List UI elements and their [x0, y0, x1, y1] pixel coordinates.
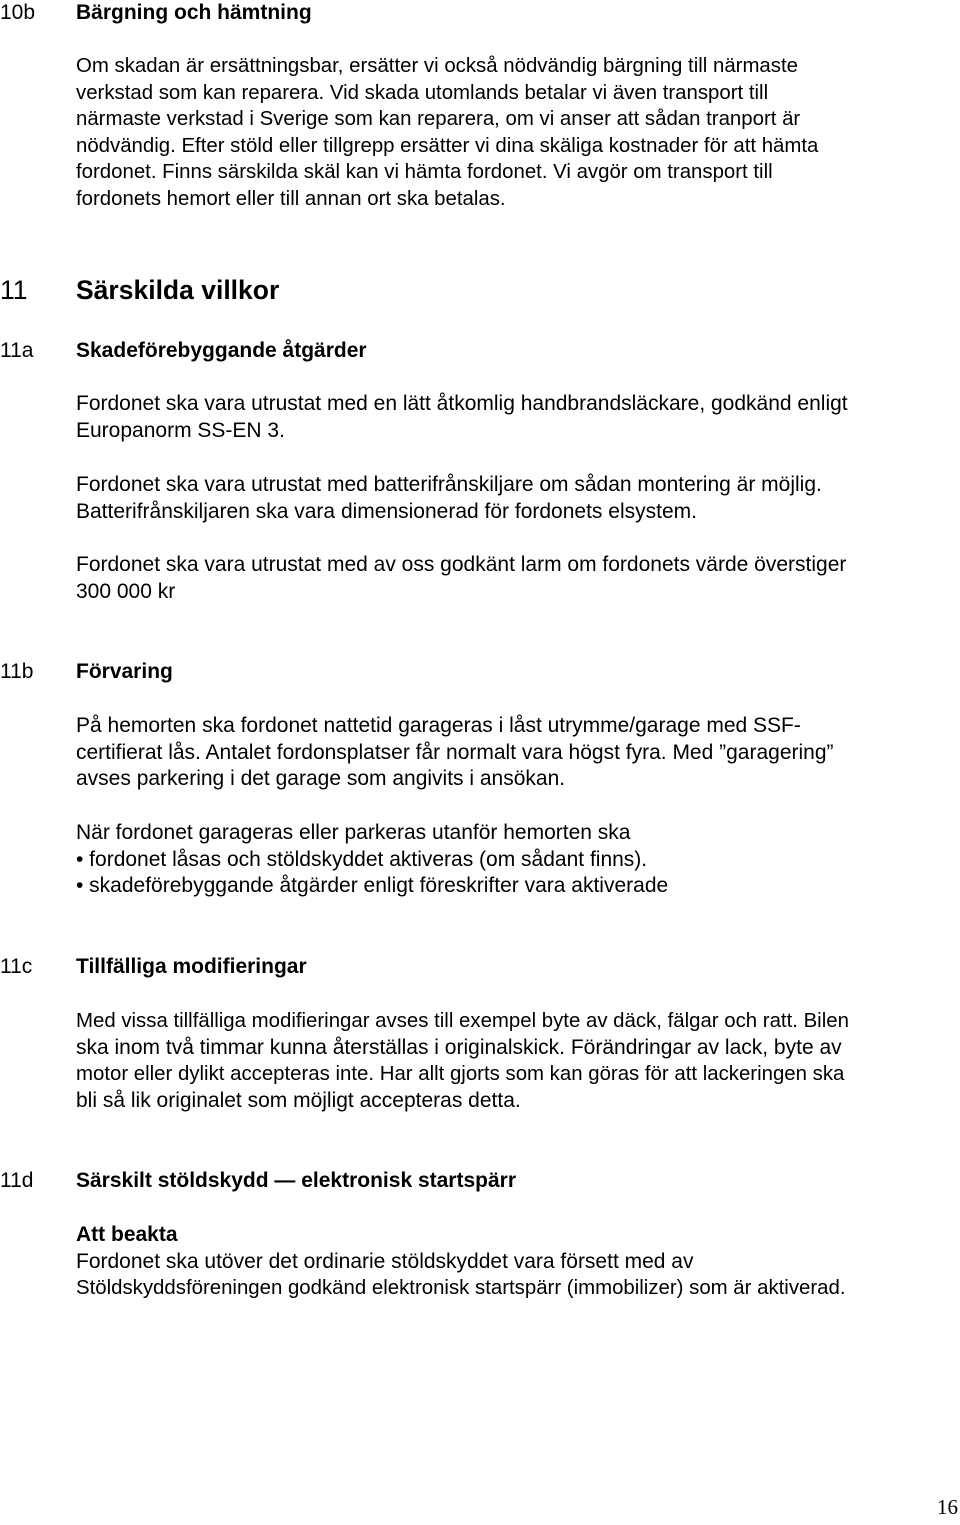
body-line: Med vissa tillfälliga modifieringar avses till exempel byte av däck, fälgar och ratt. Bilen [76, 1010, 849, 1032]
body-line: När fordonet garageras eller parkeras utanför hemorten ska [76, 821, 631, 844]
body-line: På hemorten ska fordonet nattetid garageras i låst utrymme/garage med SSF- [76, 714, 801, 737]
body-line: Fordonet ska vara utrustat med batterifrånskiljare om sådan montering är möjlig. [76, 473, 822, 496]
section-heading: Särskilda villkor [76, 275, 280, 305]
body-line: Om skadan är ersättningsbar, ersätter vi också nödvändig bärgning till närmaste [76, 55, 798, 77]
body-line: närmaste verkstad i Sverige som kan reparera, om vi anser att sådan tranport är [76, 108, 801, 131]
body-line: Stöldskyddsföreningen godkänd elektronisk startspärr (immobilizer) som är aktiverad. [76, 1277, 846, 1300]
body-line: certifierat lås. Antalet fordonsplatser får normalt vara högst fyra. Med ”garagering” [76, 740, 834, 764]
body-line: bli så lik originalet som möjligt accepteras detta. [76, 1088, 521, 1112]
section-number: 11b [0, 660, 34, 683]
body-line: fordonets hemort eller till annan ort ska betalas. [76, 188, 506, 210]
section-heading: Tillfälliga modifieringar [76, 955, 307, 978]
body-line: Batterifrånskiljaren ska vara dimensionerad för fordonets elsystem. [76, 499, 697, 523]
bullet-item: • fordonet låsas och stöldskyddet aktiveras (om sådant finns). [76, 847, 648, 871]
section-number: 11d [0, 1169, 34, 1192]
subheading: Att beakta [76, 1223, 178, 1246]
body-line: nödvändig. Efter stöld eller tillgrepp ersätter vi dina skäliga kostnader för att hämta [76, 134, 819, 157]
section-number: 10b [0, 1, 36, 24]
section-number: 11c [0, 955, 33, 978]
section-number: 11 [0, 275, 28, 305]
bullet-item: • skadeförebyggande åtgärder enligt föreskrifter vara aktiverade [76, 874, 669, 898]
body-line: motor eller dylikt accepteras inte. Har allt gjorts som kan göras för att lackeringen ska [76, 1063, 845, 1086]
page-number: 16 [937, 1495, 958, 1519]
body-line: ska inom två timmar kunna återställas i originalskick. Förändringar av lack, byte av [76, 1035, 842, 1059]
body-line: Fordonet ska vara utrustat med av oss godkänt larm om fordonets värde överstiger [76, 553, 847, 576]
section-heading: Skadeförebyggande åtgärder [76, 339, 367, 362]
body-line: Fordonet ska vara utrustat med en lätt åtkomlig handbrandsläckare, godkänd enligt [76, 392, 848, 415]
section-heading: Särskilt stöldskydd — elektronisk startspärr [76, 1169, 517, 1192]
section-number: 11a [0, 339, 34, 362]
body-line: Europanorm SS-EN 3. [76, 418, 285, 442]
body-line: fordonet. Finns särskilda skäl kan vi hämta fordonet. Vi avgör om transport till [76, 161, 773, 184]
body-line: 300 000 kr [76, 579, 176, 603]
section-heading: Bärgning och hämtning [76, 1, 312, 24]
body-line: verkstad som kan reparera. Vid skada utomlands betalar vi även transport till [76, 81, 769, 104]
body-line: Fordonet ska utöver det ordinarie stöldskyddet vara försett med av [76, 1249, 694, 1273]
section-heading: Förvaring [76, 660, 173, 683]
body-line: avses parkering i det garage som angivits i ansökan. [76, 767, 566, 791]
